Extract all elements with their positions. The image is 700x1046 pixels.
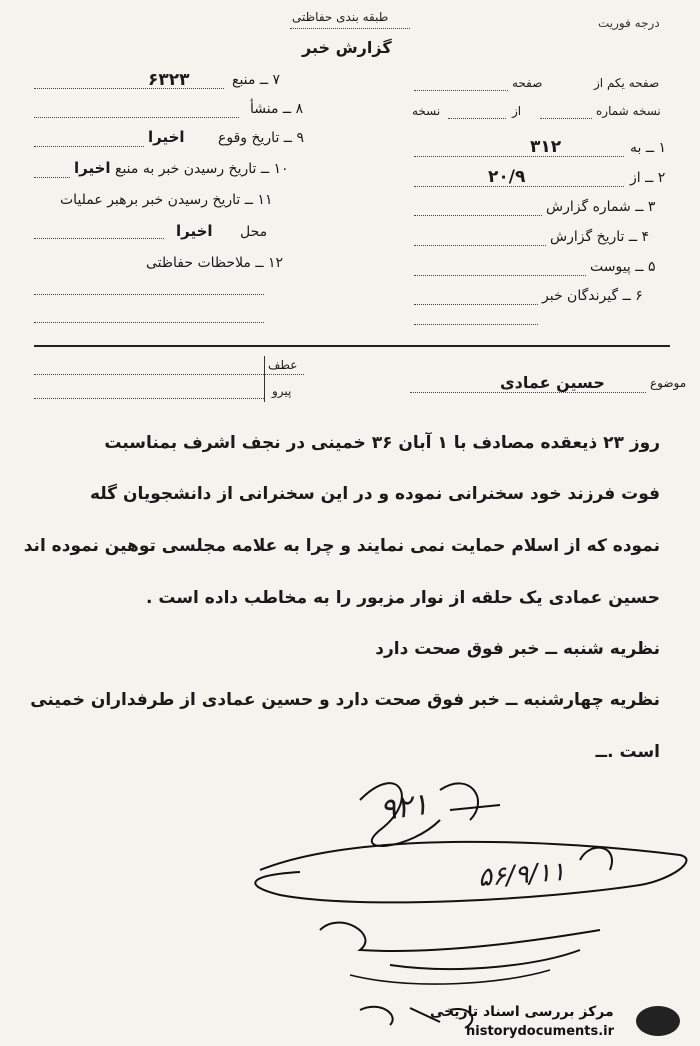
field-11-value: اخیرا xyxy=(176,222,213,240)
body-line-3: نموده که از اسلام حمایت نمی نمایند و چرا به علامه مجلسی توهین نموده اند xyxy=(23,536,660,556)
field-3-label: ۳ ــ شماره گزارش xyxy=(546,199,656,215)
field-11-label: ۱۱ ــ تاریخ رسیدن خبر برهبر عملیات xyxy=(60,192,273,208)
field-6-line-2 xyxy=(414,324,538,325)
body-line-2: فوت فرزند خود سخنرانی نموده و در این سخنرانی از دانشجویان گله xyxy=(89,484,660,504)
section-divider xyxy=(34,345,670,347)
copy-word: نسخه xyxy=(412,104,441,118)
signature-scribbles xyxy=(240,760,700,1040)
body-line-4: حسین عمادی یک حلقه از نوار مزبور را به مخاطب داده است . xyxy=(145,588,660,608)
handwritten-note-2: ۵۶/۹/۱۱ xyxy=(477,856,567,894)
field-1-value: ۳۱۲ xyxy=(530,137,562,157)
follow-label: پیرو xyxy=(272,384,292,398)
field-1-label: ۱ ــ به xyxy=(630,140,667,156)
field-12-label: ۱۲ ــ ملاحظات حفاظتی xyxy=(146,255,284,271)
field-9-line xyxy=(34,146,144,147)
watermark-logo-icon xyxy=(636,1006,680,1036)
watermark-text-fa: مرکز بررسی اسناد تاریخی xyxy=(430,1004,614,1020)
field-7-line xyxy=(34,88,224,89)
field-7-label: ۷ ــ منبع xyxy=(232,72,281,88)
body-line-7: است .ــ xyxy=(595,742,660,762)
watermark-text-en: historydocuments.ir xyxy=(466,1024,615,1039)
page-line xyxy=(414,90,508,91)
field-10-value: اخیرا xyxy=(74,159,111,177)
field-5-line xyxy=(414,275,586,276)
field-10-label: ۱۰ ــ تاریخ رسیدن خبر به منبع xyxy=(115,161,289,177)
ref-separator xyxy=(264,356,265,402)
field-11-label2: محل xyxy=(240,224,268,240)
subject-value: حسین عمادی xyxy=(500,373,605,392)
body-line-1: روز ۲۳ ذیعقده مصادف با ۱ آبان ۳۶ خمینی در نجف اشرف بمناسبت xyxy=(104,433,660,453)
field-10-line xyxy=(34,177,70,178)
page-word: صفحه xyxy=(512,76,543,90)
field-5-label: ۵ ــ پیوست xyxy=(590,259,656,275)
field-9-label: ۹ ــ تاریخ وقوع xyxy=(218,130,304,146)
field-7-value: ۶۳۲۳ xyxy=(148,70,190,90)
field-6-line-1 xyxy=(414,304,538,305)
field-12-line-2 xyxy=(34,322,264,323)
copy-line-1 xyxy=(540,118,592,119)
field-4-line xyxy=(414,245,546,246)
copy-line-2 xyxy=(448,118,506,119)
classification-label: طبقه بندی حفاظتی xyxy=(292,10,389,24)
subject-line xyxy=(410,392,646,393)
ref-label: عطف xyxy=(268,358,298,372)
field-3-line xyxy=(414,215,542,216)
field-9-value: اخیرا xyxy=(148,128,185,146)
page-title: گزارش خبر xyxy=(302,38,392,57)
copy-of-label: از xyxy=(512,104,522,118)
handwritten-note-1: ۹۲۱ xyxy=(377,786,431,829)
body-line-5: نظریه شنبه ــ خبر فوق صحت دارد xyxy=(375,639,660,659)
field-8-label: ۸ ــ منشأ xyxy=(250,101,304,117)
field-8-line xyxy=(34,117,239,118)
field-6-label: ۶ ــ گیرندگان خبر xyxy=(542,288,643,304)
classification-line xyxy=(290,28,410,29)
follow-line xyxy=(34,398,264,399)
field-11-line xyxy=(34,238,164,239)
copy-number-label: نسخه شماره xyxy=(596,104,661,118)
body-line-6: نظریه چهارشنبه ــ خبر فوق صحت دارد و حسین عمادی از طرفداران خمینی xyxy=(30,690,660,710)
field-1-line xyxy=(414,156,624,157)
page-of-label: صفحه یکم از xyxy=(594,76,660,90)
field-12-line-1 xyxy=(34,294,264,295)
field-2-line xyxy=(414,186,624,187)
urgency-label: درجه فوریت xyxy=(598,16,660,30)
field-2-value: ۲۰/۹ xyxy=(488,167,526,187)
subject-label: موضوع xyxy=(650,376,687,390)
field-2-label: ۲ ــ از xyxy=(630,170,666,186)
field-4-label: ۴ ــ تاریخ گزارش xyxy=(550,229,650,245)
